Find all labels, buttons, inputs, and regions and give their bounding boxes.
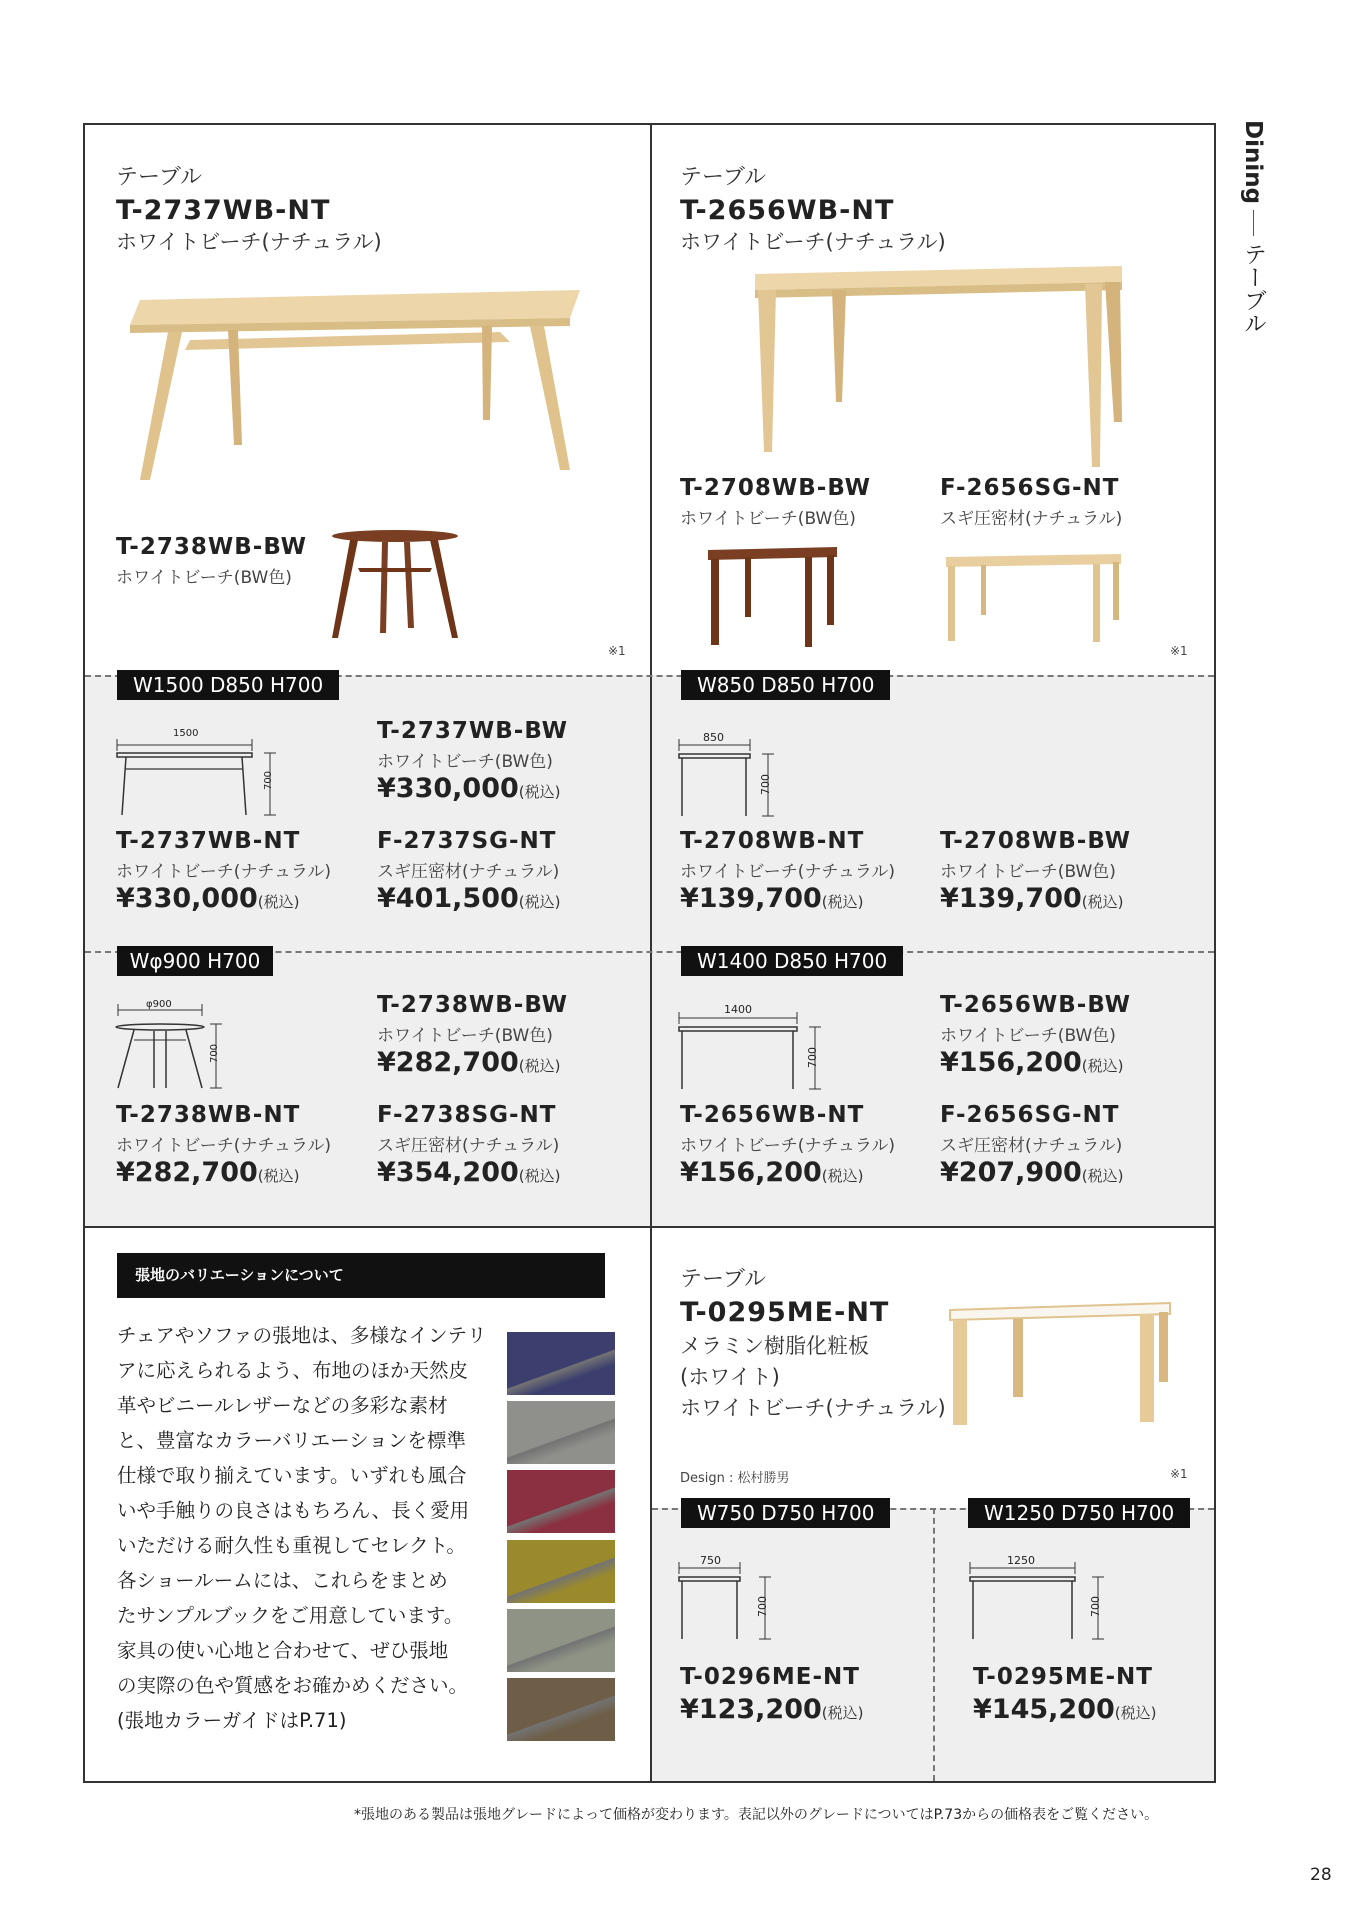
- divider-center: [650, 123, 652, 1783]
- spec3-item1-price: [377, 1047, 560, 1078]
- spec3-item3-model: F-2738SG-NT: [377, 1102, 557, 1128]
- tax-label: (税込): [518, 1057, 561, 1075]
- fabric-swatch-red: [507, 1470, 615, 1533]
- spec1-item1-model: T-2737WB-BW: [377, 718, 568, 744]
- spec3-dims-tag: Wφ900 H700: [117, 946, 273, 976]
- spec3-item2-model: T-2738WB-NT: [116, 1102, 301, 1128]
- table-t0295-image: [945, 1300, 1175, 1430]
- spec4-item2-finish: ホワイトビーチ(ナチュラル): [680, 1136, 896, 1156]
- price-value: ¥401,500: [377, 883, 519, 914]
- price-value: ¥145,200: [973, 1694, 1115, 1725]
- price-value: ¥139,700: [940, 883, 1082, 914]
- tax-label: (税込): [257, 1167, 300, 1185]
- spec4-item2-model: T-2656WB-NT: [680, 1102, 865, 1128]
- spec6-height-label: 700: [1089, 1596, 1102, 1617]
- upholstery-line-1: チェアやソファの張地は、多様なインテリ: [117, 1324, 487, 1347]
- spec1-width-label: 1500: [173, 728, 199, 739]
- upholstery-line-2: アに応えられるよう、布地のほか天然皮: [117, 1359, 469, 1382]
- spec4-item1-price: [940, 1047, 1123, 1078]
- spec1-height-label: 700: [263, 770, 275, 791]
- panel5-finish-l3: ホワイトビーチ(ナチュラル): [680, 1396, 946, 1420]
- side-label-jp: テーブル: [1240, 242, 1266, 335]
- price-value: ¥123,200: [680, 1694, 822, 1725]
- tax-label: (税込): [821, 1704, 864, 1722]
- tax-label: (税込): [1114, 1704, 1157, 1722]
- panel1-model: T-2737WB-NT: [116, 195, 331, 226]
- upholstery-line-3: 革やビニールレザーなどの多彩な素材: [117, 1394, 448, 1417]
- spec1-item1-finish: ホワイトビーチ(BW色): [377, 752, 553, 772]
- fabric-swatch-brown: [507, 1678, 615, 1741]
- panel2-note: ※1: [1170, 644, 1188, 658]
- spec2-item2-model: T-2708WB-BW: [940, 828, 1131, 854]
- spec6-dims-tag: W1250 D750 H700: [968, 1498, 1190, 1528]
- spec5-height-label: 700: [756, 1596, 769, 1617]
- spec4-item1-finish: ホワイトビーチ(BW色): [940, 1026, 1116, 1046]
- spec3-item3-finish: スギ圧密材(ナチュラル): [377, 1136, 560, 1156]
- spec2-height-label: 700: [759, 774, 772, 795]
- panel1-finish: ホワイトビーチ(ナチュラル): [116, 230, 382, 254]
- spec6-model: T-0295ME-NT: [973, 1664, 1153, 1690]
- panel1-sub-model: T-2738WB-BW: [116, 534, 307, 560]
- spec6-width-label: 1250: [1007, 1554, 1035, 1567]
- table-t2738-image: [330, 528, 460, 643]
- tax-label: (税込): [518, 893, 561, 911]
- footer-note: *張地のある製品は張地グレードによって価格が変わります。表記以外のグレードについてはP.73からの価格表をご覧ください。: [354, 1807, 1159, 1823]
- fabric-swatch-gray: [507, 1401, 615, 1464]
- spec2-item2-finish: ホワイトビーチ(BW色): [940, 862, 1116, 882]
- upholstery-line-11: の実際の色や質感をお確かめください。: [117, 1674, 469, 1697]
- upholstery-line-8: 各ショールームには、これらをまとめ: [117, 1569, 448, 1592]
- panel2-model: T-2656WB-NT: [680, 195, 895, 226]
- side-label-divider: [1253, 210, 1254, 236]
- upholstery-line-7: いただける耐久性も重視してセレクト。: [117, 1534, 466, 1557]
- spec4-height-label: 700: [806, 1047, 819, 1068]
- panel5-finish-l1: メラミン樹脂化粧板: [680, 1334, 869, 1358]
- upholstery-body: [117, 1318, 487, 1738]
- table-t2737-image: [130, 270, 590, 520]
- spec2-item1-model: T-2708WB-NT: [680, 828, 865, 854]
- spec2-width-label: 850: [703, 731, 724, 744]
- spec4-item2-price: [680, 1157, 863, 1188]
- price-value: ¥354,200: [377, 1157, 519, 1188]
- panel5-finish-l2: (ホワイト): [680, 1365, 780, 1389]
- spec6-price: [973, 1694, 1156, 1725]
- spec5-dims-tag: W750 D750 H700: [681, 1498, 890, 1528]
- price-value: ¥330,000: [377, 773, 519, 804]
- panel5-design-credit: Design : 松村勝男: [680, 1471, 790, 1486]
- divider-lower: [83, 1226, 1216, 1228]
- dash-col-lower: [933, 1508, 935, 1781]
- spec1-item2-finish: ホワイトビーチ(ナチュラル): [116, 862, 332, 882]
- spec2-item2-price: [940, 883, 1123, 914]
- spec1-dims-tag: W1500 D850 H700: [117, 670, 339, 700]
- fabric-swatch-sage: [507, 1609, 615, 1672]
- spec2-dims-tag: W850 D850 H700: [681, 670, 890, 700]
- spec3-item1-model: T-2738WB-BW: [377, 992, 568, 1018]
- spec1-item2-price: [116, 883, 299, 914]
- panel2-sub2-finish: スギ圧密材(ナチュラル): [940, 509, 1123, 529]
- spec3-item3-price: [377, 1157, 560, 1188]
- tax-label: (税込): [1081, 893, 1124, 911]
- panel5-note: ※1: [1170, 1467, 1188, 1481]
- spec4-width-label: 1400: [724, 1003, 752, 1016]
- fabric-swatch-olive: [507, 1540, 615, 1603]
- spec3-item1-finish: ホワイトビーチ(BW色): [377, 1026, 553, 1046]
- upholstery-line-6: いや手触りの良さはもちろん、長く愛用: [117, 1499, 470, 1522]
- panel2-finish: ホワイトビーチ(ナチュラル): [680, 230, 946, 254]
- spec3-width-label: φ900: [146, 999, 172, 1010]
- side-label-en: Dining: [1240, 120, 1266, 205]
- price-value: ¥282,700: [116, 1157, 258, 1188]
- fabric-swatch-navy: [507, 1332, 615, 1395]
- tax-label: (税込): [518, 783, 561, 801]
- spec5-price: [680, 1694, 863, 1725]
- spec4-dims-tag: W1400 D850 H700: [681, 946, 903, 976]
- spec2-item1-price: [680, 883, 863, 914]
- spec1-item3-price: [377, 883, 560, 914]
- spec1-item3-finish: スギ圧密材(ナチュラル): [377, 862, 560, 882]
- panel5-category: テーブル: [680, 1267, 767, 1292]
- upholstery-line-4: と、豊富なカラーバリエーションを標準: [117, 1429, 466, 1452]
- spec2-item1-finish: ホワイトビーチ(ナチュラル): [680, 862, 896, 882]
- price-value: ¥282,700: [377, 1047, 519, 1078]
- spec4-item3-finish: スギ圧密材(ナチュラル): [940, 1136, 1123, 1156]
- panel1-sub-finish: ホワイトビーチ(BW色): [116, 568, 292, 588]
- spec3-item2-finish: ホワイトビーチ(ナチュラル): [116, 1136, 332, 1156]
- price-value: ¥139,700: [680, 883, 822, 914]
- tax-label: (税込): [1081, 1167, 1124, 1185]
- tax-label: (税込): [1081, 1057, 1124, 1075]
- panel2-sub1-model: T-2708WB-BW: [680, 475, 871, 501]
- panel1-category: テーブル: [116, 165, 203, 190]
- spec4-item3-model: F-2656SG-NT: [940, 1102, 1120, 1128]
- side-label: [1240, 120, 1270, 334]
- price-value: ¥156,200: [940, 1047, 1082, 1078]
- spec1-item2-model: T-2737WB-NT: [116, 828, 301, 854]
- price-value: ¥207,900: [940, 1157, 1082, 1188]
- tax-label: (税込): [821, 1167, 864, 1185]
- table-t2656-image: [750, 262, 1130, 472]
- panel2-sub1-finish: ホワイトビーチ(BW色): [680, 509, 856, 529]
- spec3-height-label: 700: [209, 1043, 221, 1064]
- spec3-item2-price: [116, 1157, 299, 1188]
- tax-label: (税込): [518, 1167, 561, 1185]
- spec1-item1-price: [377, 773, 560, 804]
- panel1-note: ※1: [608, 644, 626, 658]
- page-number: 28: [1310, 1865, 1332, 1885]
- panel2-category: テーブル: [680, 165, 767, 190]
- spec4-item1-model: T-2656WB-BW: [940, 992, 1131, 1018]
- upholstery-line-5: 仕様で取り揃えています。いずれも風合: [117, 1464, 467, 1487]
- spec5-width-label: 750: [700, 1554, 721, 1567]
- upholstery-heading: 張地のバリエーションについて: [117, 1253, 605, 1298]
- upholstery-line-9: たサンプルブックをご用意しています。: [117, 1604, 464, 1627]
- panel5-model: T-0295ME-NT: [680, 1297, 890, 1328]
- upholstery-line-10: 家具の使い心地と合わせて、ぜひ張地: [117, 1639, 449, 1662]
- upholstery-line-12: (張地カラーガイドはP.71): [117, 1709, 347, 1732]
- spec5-model: T-0296ME-NT: [680, 1664, 860, 1690]
- price-value: ¥156,200: [680, 1157, 822, 1188]
- tax-label: (税込): [821, 893, 864, 911]
- spec4-item3-price: [940, 1157, 1123, 1188]
- spec1-dimension-drawing: [112, 725, 282, 825]
- tax-label: (税込): [257, 893, 300, 911]
- table-f2656-image: [943, 552, 1123, 647]
- table-t2708-image: [705, 545, 840, 650]
- price-value: ¥330,000: [116, 883, 258, 914]
- panel2-sub2-model: F-2656SG-NT: [940, 475, 1120, 501]
- spec1-item3-model: F-2737SG-NT: [377, 828, 557, 854]
